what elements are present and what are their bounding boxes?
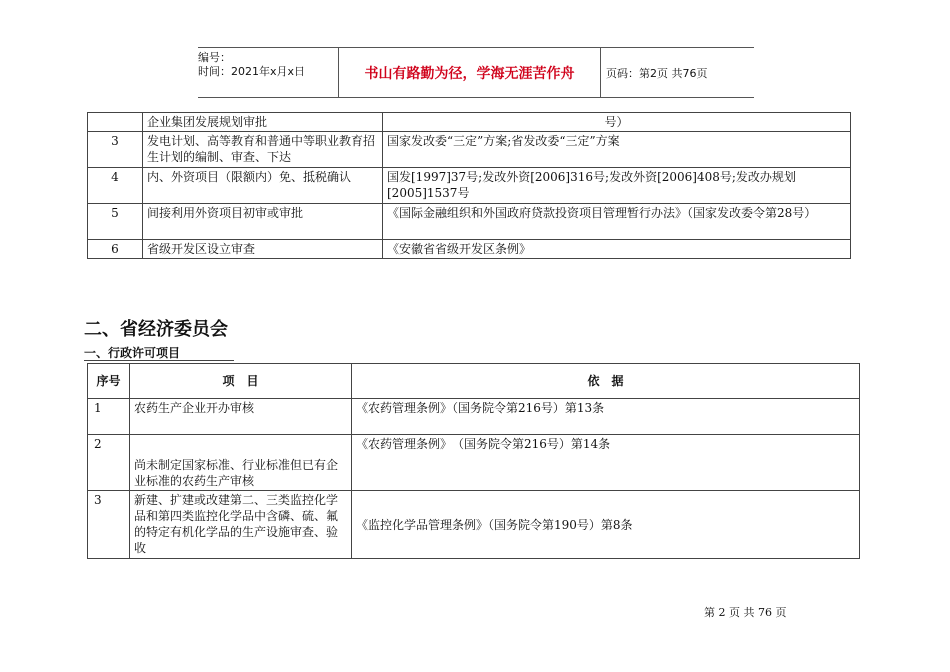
number-label: 编号：: [198, 51, 231, 64]
row-item: 新建、扩建或改建第二、三类监控化学品和第四类监控化学品中含磷、硫、氟的特定有机化学品的生产设施审查、验收: [130, 491, 352, 559]
row-basis: 《农药管理条例》 （国务院令第216号）第14条: [352, 435, 860, 491]
row-number: 2: [88, 435, 130, 491]
table-header-row: [88, 364, 860, 399]
header-motto: 书山有路勤为径，学海无涯苦作舟: [338, 48, 601, 97]
row-item: 尚未制定国家标准、行业标准但已有企业标准的农药生产审核: [130, 435, 352, 491]
row-number: 6: [88, 240, 143, 259]
row-basis: 号）: [383, 113, 851, 132]
table-row: [88, 399, 860, 435]
row-number: 4: [88, 168, 143, 204]
time-label: 时间：2021年x月x日: [198, 65, 306, 78]
table-row: [88, 204, 851, 240]
row-item: 发电计划、高等教育和普通中等职业教育招生计划的编制、审查、下达: [143, 132, 383, 168]
header-item: 项 目: [130, 364, 352, 399]
row-basis: 国发[1997]37号;发改外资[2006]316号;发改外资[2006]408号;发改办规划[2005]1537号: [383, 168, 851, 204]
license-table: [87, 363, 860, 559]
row-item: 省级开发区设立审查: [143, 240, 383, 259]
table-row: [88, 491, 860, 559]
header-num: 序号: [88, 364, 130, 399]
row-number: [88, 113, 143, 132]
row-item: 企业集团发展规划审批: [143, 113, 383, 132]
table-row: [88, 240, 851, 259]
section-title: 二、省经济委员会: [84, 319, 228, 340]
approval-table-continued: [87, 112, 851, 259]
row-number: 5: [88, 204, 143, 240]
header-basis: 依 据: [352, 364, 860, 399]
row-basis: 《安徽省省级开发区条例》: [383, 240, 851, 259]
table-row: [88, 168, 851, 204]
row-basis: 国家发改委“三定”方案;省发改委“三定”方案: [383, 132, 851, 168]
section-subtitle: 一、行政许可项目: [84, 346, 181, 360]
header-meta: [198, 48, 338, 100]
row-number: 3: [88, 491, 130, 559]
row-item: 农药生产企业开办审核: [130, 399, 352, 435]
row-number: 3: [88, 132, 143, 168]
row-number: 1: [88, 399, 130, 435]
row-item: 间接利用外资项目初审或审批: [143, 204, 383, 240]
table-row: [88, 435, 860, 491]
row-basis: 《国际金融组织和外国政府贷款投资项目管理暂行办法》（国家发改委令第28号）: [383, 204, 851, 240]
row-item: 内、外资项目（限额内）免、抵税确认: [143, 168, 383, 204]
row-basis: 《农药管理条例》（国务院令第216号）第13条: [352, 399, 860, 435]
header-page-code: 页码：第2页 共76页: [606, 66, 708, 80]
table-row: [88, 113, 851, 132]
row-basis: 《监控化学品管理条例》（国务院令第190号）第8条: [352, 491, 860, 559]
table-row: [88, 132, 851, 168]
page-header: [198, 47, 754, 98]
page-footer: 第 2 页 共 76 页: [704, 606, 787, 619]
subtitle-underline: [84, 360, 234, 361]
